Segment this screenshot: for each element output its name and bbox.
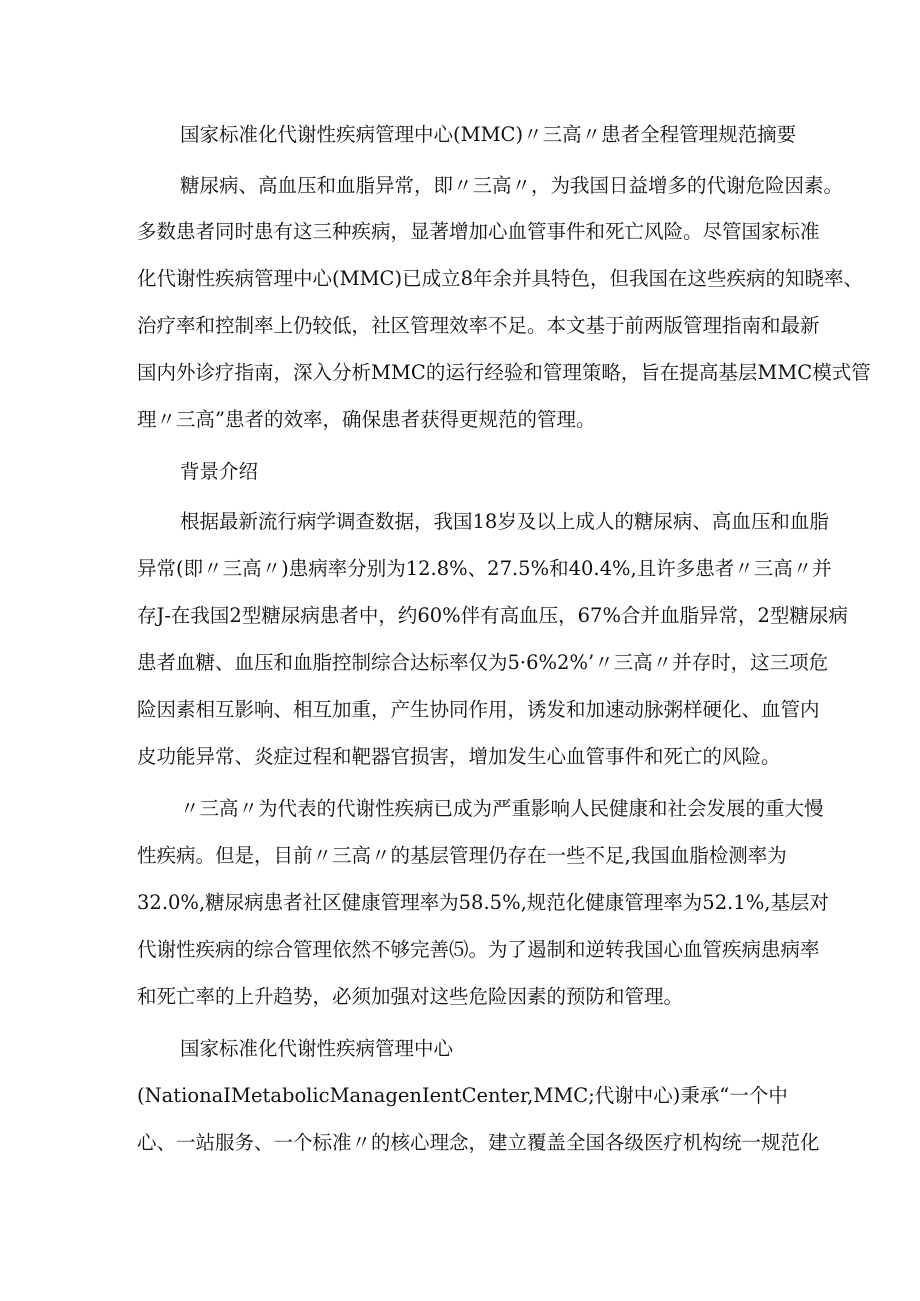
para4-line-1: 国家标准化代谢性疾病管理中心 — [180, 1037, 454, 1060]
para3-line-4: 代谢性疾病的综合管理依然不够完善⑸。为了遏制和逆转我国心血管疾病患病率 — [137, 938, 820, 961]
para2-line-2: 异常(即〃三高〃)患病率分别为12.8%、27.5%和40.4%,且许多患者〃三高〃并 — [137, 557, 832, 580]
section-heading: 背景介绍 — [180, 460, 259, 483]
document-title: 国家标准化代谢性疾病管理中心(MMC)〃三高〃患者全程管理规范摘要 — [180, 123, 797, 146]
para3-line-2: 性疾病。但是，目前〃三高〃的基层管理仍存在一些不足,我国血脂检测率为 — [137, 844, 787, 867]
para2-line-3: 存J-在我国2型糖尿病患者中，约60%伴有高血压，67%合并血脂异常，2型糖尿病 — [137, 604, 848, 627]
para4-line-3: 心、一站服务、一个标准〃的核心理念，建立覆盖全国各级医疗机构统一规范化 — [137, 1131, 820, 1154]
para2-line-6: 皮功能异常、炎症过程和靶器官损害，增加发生心血管事件和死亡的风险。 — [137, 745, 781, 768]
para1-line-1: 糖尿病、高血压和血脂异常，即〃三高〃，为我国日益增多的代谢危险因素。 — [180, 174, 844, 197]
para1-line-2: 多数患者同时患有这三种疾病，显著增加心血管事件和死亡风险。尽管国家标准 — [137, 220, 820, 243]
para2-line-5: 险因素相互影响、相互加重，产生协同作用，诱发和加速动脉粥样硬化、血管内 — [137, 698, 820, 721]
para1-line-3: 化代谢性疾病管理中心(MMC)已成立8年余并具特色，但我国在这些疾病的知晓率、 — [137, 267, 863, 290]
para1-line-5: 国内外诊疗指南，深入分析MMC的运行经验和管理策略，旨在提高基层MMC模式管 — [137, 361, 871, 384]
para2-line-4: 患者血糖、血压和血脂控制综合达标率仅为5·6%2%’〃三高〃并存时，这三项危 — [137, 651, 829, 674]
para1-line-4: 治疗率和控制率上仍较低，社区管理效率不足。本文基于前两版管理指南和最新 — [137, 314, 820, 337]
para2-line-1: 根据最新流行病学调查数据，我国18岁及以上成人的糖尿病、高血压和血脂 — [180, 510, 829, 533]
para3-line-5: 和死亡率的上升趋势，必须加强对这些危险因素的预防和管理。 — [137, 985, 684, 1008]
para4-line-2: (NationaIMetabolicManagenIentCenter,MMC;代谢中心)秉承“一个中 — [137, 1084, 788, 1107]
para3-line-1: 〃三高〃为代表的代谢性疾病已成为严重影响人民健康和社会发展的重大慢 — [180, 797, 824, 820]
para3-line-3: 32.0%,糖尿病患者社区健康管理率为58.5%,规范化健康管理率为52.1%,基层对 — [137, 891, 829, 914]
para1-line-6: 理〃三高”患者的效率，确保患者获得更规范的管理。 — [137, 408, 596, 431]
